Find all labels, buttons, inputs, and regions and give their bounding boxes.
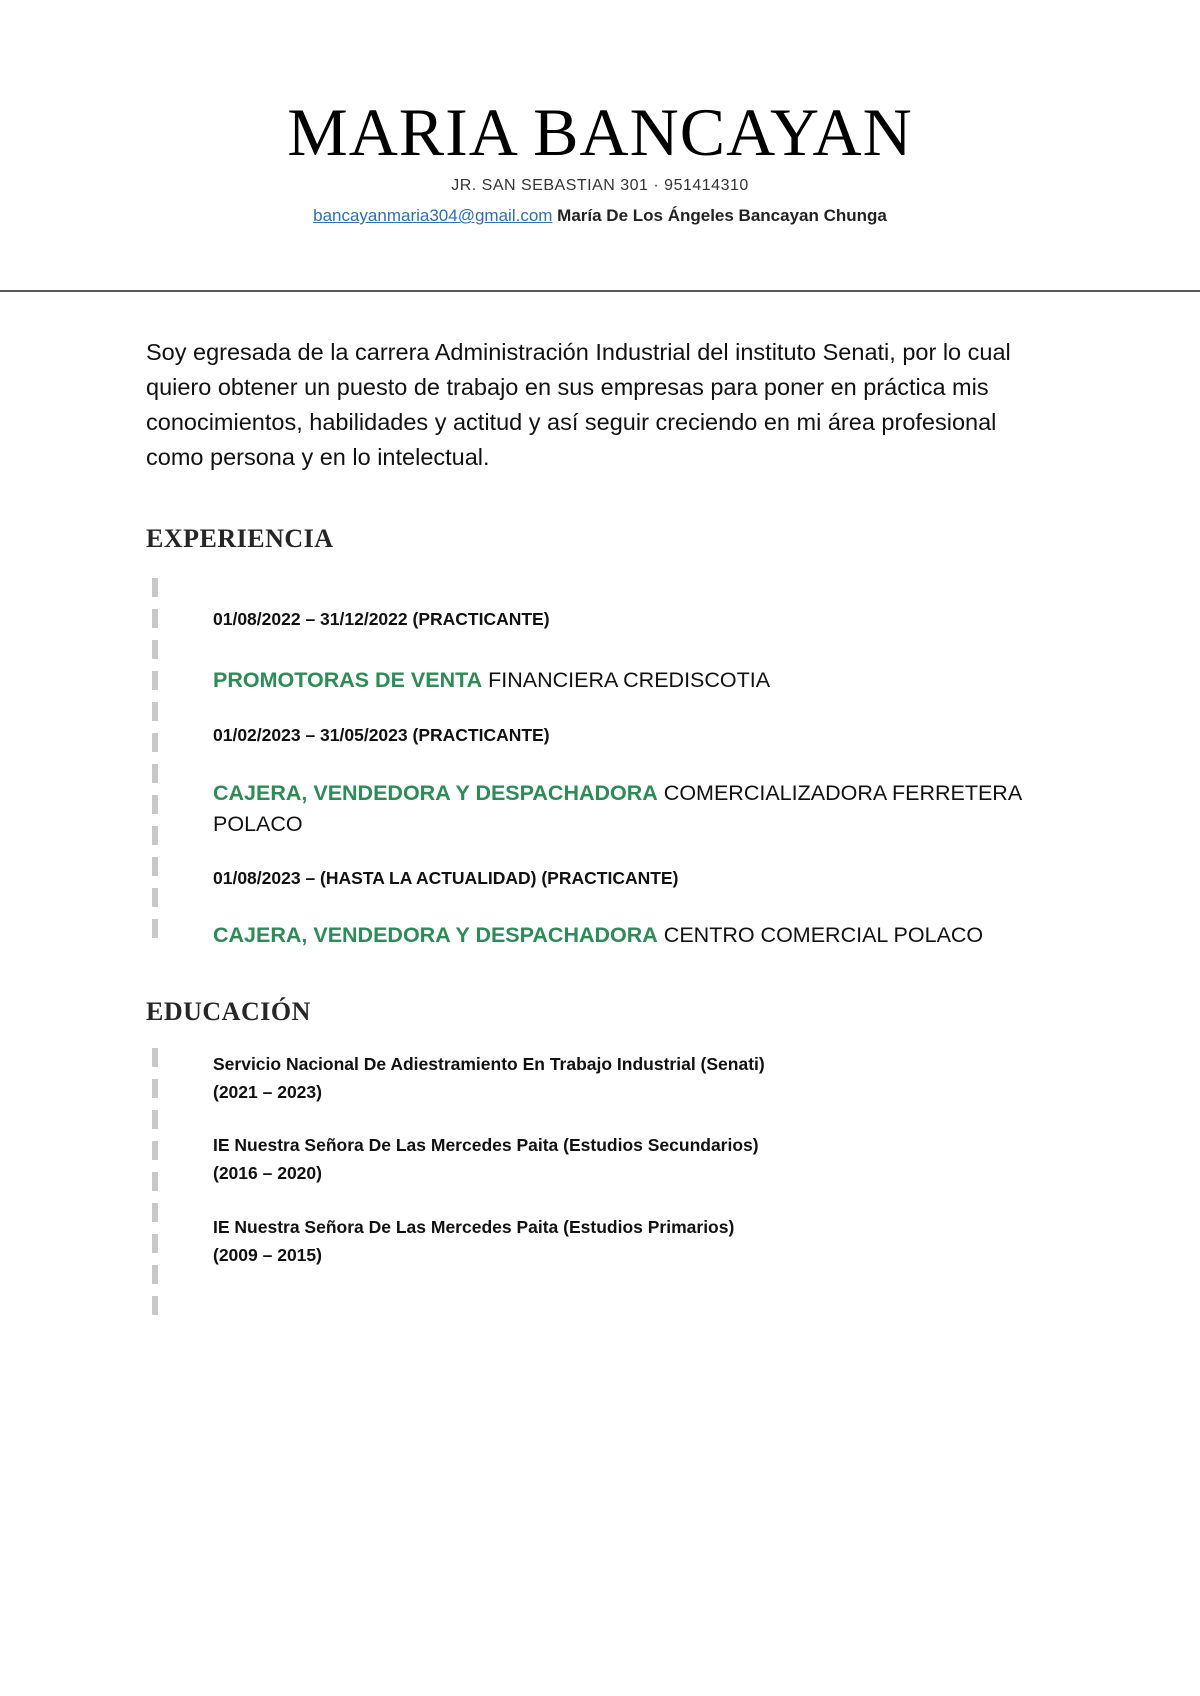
experience-role-1: PROMOTORAS DE VENTA	[213, 668, 483, 692]
full-name: María De Los Ángeles Bancayan Chunga	[557, 206, 887, 225]
experience-date-1: 01/08/2022 – 31/12/2022 (PRACTICANTE)	[213, 609, 550, 629]
address-phone: JR. SAN SEBASTIAN 301 · 951414310	[451, 177, 749, 194]
experience-role-2: CAJERA, VENDEDORA Y DESPACHADORA	[213, 781, 658, 805]
education-item-3	[213, 1213, 1073, 1269]
education-school-2: IE Nuestra Señora De Las Mercedes Paita (Estudios Secundarios)	[213, 1135, 759, 1155]
experience-company-2: COMERCIALIZADORA FERRETERA POLACO	[213, 781, 1021, 836]
header-divider	[0, 290, 1200, 292]
experience-job-2	[213, 778, 1073, 840]
education-years-2: (2016 – 2020)	[213, 1163, 322, 1183]
experience-heading: EXPERIENCIA	[146, 524, 334, 553]
education-item-1	[213, 1050, 1073, 1106]
education-years-1: (2021 – 2023)	[213, 1082, 322, 1102]
education-school-3: IE Nuestra Señora De Las Mercedes Paita (Estudios Primarios)	[213, 1217, 735, 1237]
summary-paragraph: Soy egresada de la carrera Administración Industrial del instituto Senati, por lo cual quiero obtener un puesto de trabajo en sus empresas para poner en práctica mis conocimientos, habilidades y actitud y así seguir creciendo en mi área profesional como persona y en lo intelectual.	[146, 339, 1011, 470]
education-item-2	[213, 1131, 1073, 1187]
experience-job-1	[213, 665, 1073, 696]
education-school-1: Servicio Nacional De Adiestramiento En Trabajo Industrial (Senati)	[213, 1054, 765, 1074]
email-link[interactable]: bancayanmaria304@gmail.com	[313, 206, 553, 225]
education-side-bar	[152, 1048, 158, 1320]
experience-side-bar	[152, 578, 158, 950]
experience-job-3	[213, 920, 1073, 951]
contact-line	[0, 205, 1200, 227]
experience-company-3: CENTRO COMERCIAL POLACO	[663, 923, 984, 947]
experience-company-1: FINANCIERA CREDISCOTIA	[488, 668, 771, 692]
resume-name: MARIA BANCAYAN	[287, 94, 913, 170]
education-heading: EDUCACIÓN	[146, 997, 311, 1026]
experience-date-3: 01/08/2023 – (HASTA LA ACTUALIDAD) (PRACTICANTE)	[213, 868, 679, 888]
education-years-3: (2009 – 2015)	[213, 1245, 322, 1265]
experience-role-3: CAJERA, VENDEDORA Y DESPACHADORA	[213, 923, 658, 947]
experience-date-2: 01/02/2023 – 31/05/2023 (PRACTICANTE)	[213, 725, 550, 745]
